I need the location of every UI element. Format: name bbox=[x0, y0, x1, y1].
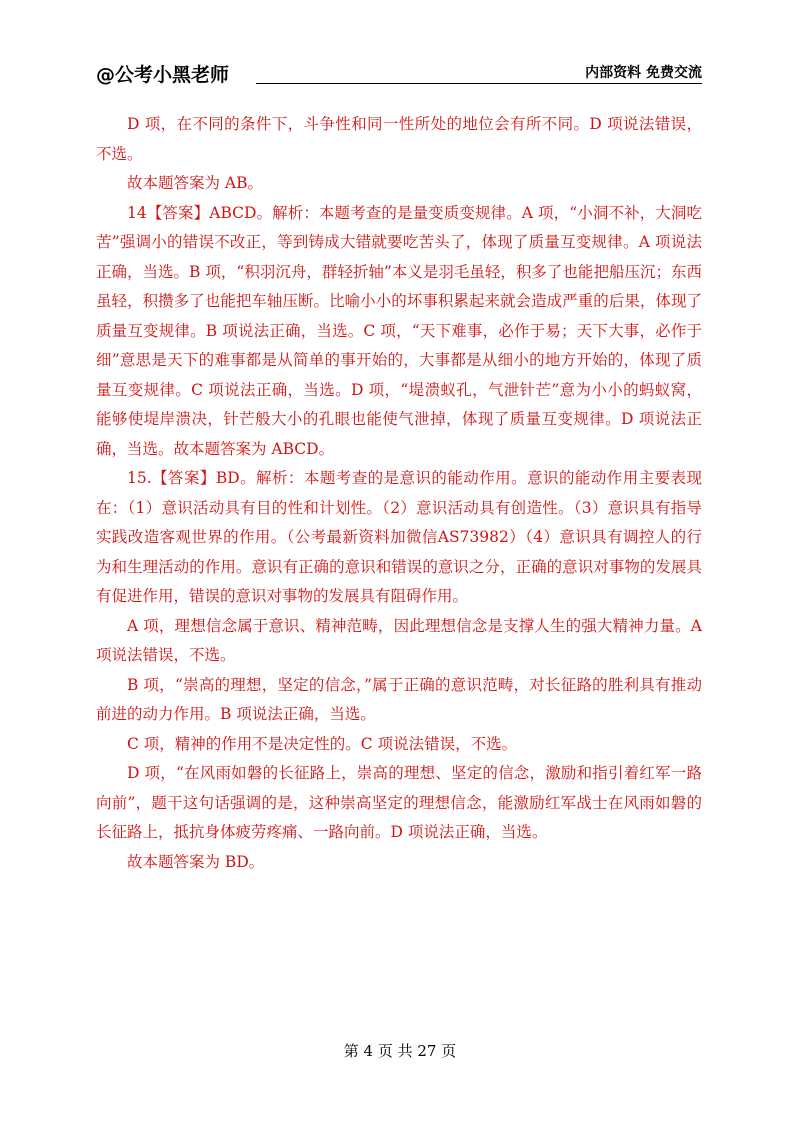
header-rule bbox=[256, 83, 560, 84]
paragraph: 14【答案】ABCD。解析：本题考查的是量变质变规律。A 项，“小洞不补，大洞吃苦”强调小的错误不改正，等到铸成大错就要吃苦头了，体现了质量互变规律。A 项说法正确，当选。B 项，“积羽沉舟，群轻折轴”本义是羽毛虽轻，积多了也能把船压沉；东西虽轻，积攒多了也能把车轴压断。比喻小小的坏事积累起来就会造成严重的后果，体现了质量互变规律。B 项说法正确，当选。C 项，“天下难事，必作于易；天下大事，必作于细”意思是天下的难事都是从简单的事开始的，大事都是从细小的地方开始的，体现了质量互变规律。C 项说法正确，当选。D 项，“堤溃蚁孔，气泄针芒”意为小小的蚂蚁窝，能够使堤岸溃决，针芒般大小的孔眼也能使气泄掉，体现了质量互变规律。D 项说法正确，当选。故本题答案为 ABCD。 bbox=[96, 203, 702, 458]
brand-title: @公考小黑老师 bbox=[96, 64, 230, 86]
paragraph: D 项，在不同的条件下，斗争性和同一性所处的地位会有所不同。D 项说法错误，不选。 bbox=[96, 115, 702, 163]
paragraph: A 项，理想信念属于意识、精神范畴，因此理想信念是支撑人生的强大精神力量。A 项说法错误，不选。 bbox=[96, 616, 702, 664]
paragraph: 故本题答案为 BD。 bbox=[127, 852, 265, 871]
paragraph: C 项，精神的作用不是决定性的。C 项说法错误，不选。 bbox=[127, 734, 518, 753]
page-header bbox=[96, 58, 702, 88]
document-body bbox=[96, 110, 702, 877]
paragraph: 15.【答案】BD。解析：本题考查的是意识的能动作用。意识的能动作用主要表现在：（1）意识活动具有目的性和计划性。（2）意识活动具有创造性。（3）意识具有指导实践改造客观世界的作用。（公考最新资料加微信AS73982）（4）意识具有调控人的行为和生理活动的作用。意识有正确的意识和错误的意识之分，正确的意识对事物的发展具有促进作用，错误的意识对事物的发展具有阻碍作用。 bbox=[96, 469, 702, 605]
paragraph: B 项，“崇高的理想，坚定的信念，”属于正确的意识范畴，对长征路的胜利具有推动前进的动力作用。B 项说法正确，当选。 bbox=[96, 675, 702, 723]
page-number: 第 4 页 共 27 页 bbox=[343, 1042, 457, 1060]
paragraph: D 项，“在风雨如磐的长征路上，崇高的理想、坚定的信念，激励和指引着红军一路向前”，题干这句话强调的是，这种崇高坚定的理想信念，能激励红军战士在风雨如磐的长征路上，抵抗身体疲劳疼痛、一路向前。D 项说法正确，当选。 bbox=[96, 764, 702, 841]
header-right-label: 内部资料 免费交流 bbox=[585, 65, 702, 81]
header-right-rule bbox=[560, 83, 702, 84]
paragraph: 故本题答案为 AB。 bbox=[127, 174, 264, 192]
